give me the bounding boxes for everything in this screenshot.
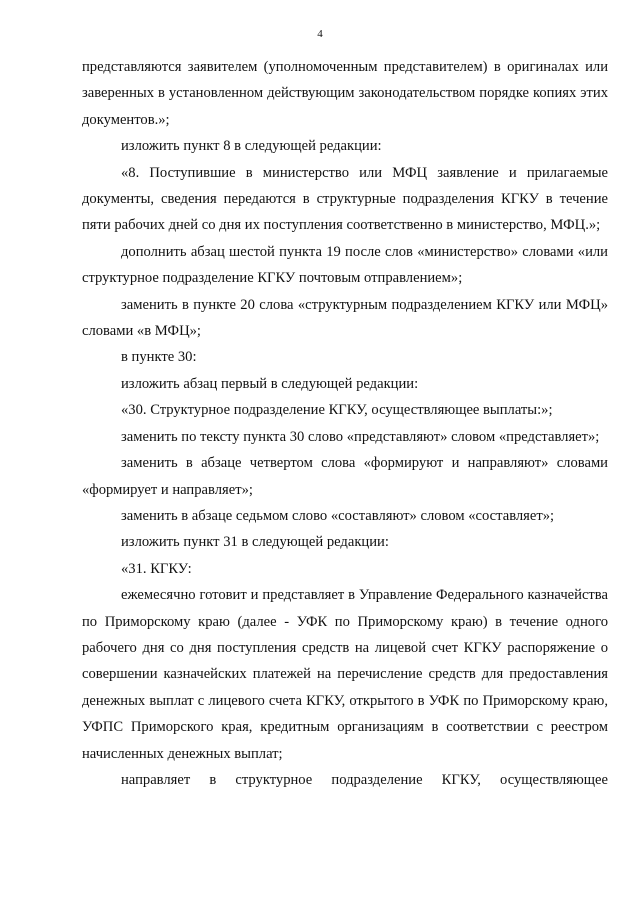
paragraph-item-19-amendment: дополнить абзац шестой пункта 19 после слов «министерство» словами «или структурное подразделение КГКУ почтовым отправлением»;: [82, 243, 608, 287]
paragraph-instruction-item-8: изложить пункт 8 в следующей редакции:: [121, 138, 382, 155]
paragraph-item-8-text: «8. Поступившие в министерство или МФЦ заявление и прилагаемые документы, сведения передаются в структурные подразделения КГКУ в течение пяти рабочих дней со дня их поступления соответственно в министерство, МФЦ.»;: [82, 164, 608, 234]
paragraph-instruction-item-31: изложить пункт 31 в следующей редакции:: [121, 534, 389, 551]
paragraph-item-30-first-abzac: изложить абзац первый в следующей редакции:: [121, 375, 419, 392]
paragraph-item-30-heading: в пункте 30:: [121, 349, 197, 366]
paragraph-item-30-abzac-7: заменить в абзаце седьмом слово «составляют» словом «составляет»;: [121, 507, 555, 524]
paragraph-item-30-word-replace: заменить по тексту пункта 30 слово «представляют» словом «представляет»;: [121, 428, 600, 445]
document-body: [82, 54, 608, 793]
paragraph-item-31-sends: направляет в структурное подразделение КГКУ, осуществляющее: [121, 771, 608, 788]
paragraph-continuation: представляются заявителем (уполномоченным представителем) в оригиналах или заверенных в установленном действующим законодательством порядке копиях этих документов.»;: [82, 59, 608, 128]
paragraph-item-20-amendment: заменить в пункте 20 слова «структурным подразделением КГКУ или МФЦ» словами «в МФЦ»;: [82, 296, 608, 340]
paragraph-item-30-text: «30. Структурное подразделение КГКУ, осуществляющее выплаты:»;: [121, 402, 553, 419]
page-number: 4: [317, 28, 323, 40]
paragraph-item-31-monthly: ежемесячно готовит и представляет в Управление Федерального казначейства по Приморскому краю (далее - УФК по Приморскому краю) в течение одного рабочего дня со дня поступления средств на лицевой счет КГКУ распоряжение о совершении казначейских платежей на перечисление средств для предоставления денежных выплат с лицевого счета КГКУ, открытого в УФК по Приморскому краю, УФПС Приморского края, кредитным организациям в соответствии с реестром начисленных денежных выплат;: [82, 587, 608, 762]
paragraph-item-30-abzac-4: заменить в абзаце четвертом слова «формируют и направляют» словами «формирует и направляет»;: [82, 455, 608, 498]
paragraph-item-31-heading: «31. КГКУ:: [121, 560, 192, 577]
